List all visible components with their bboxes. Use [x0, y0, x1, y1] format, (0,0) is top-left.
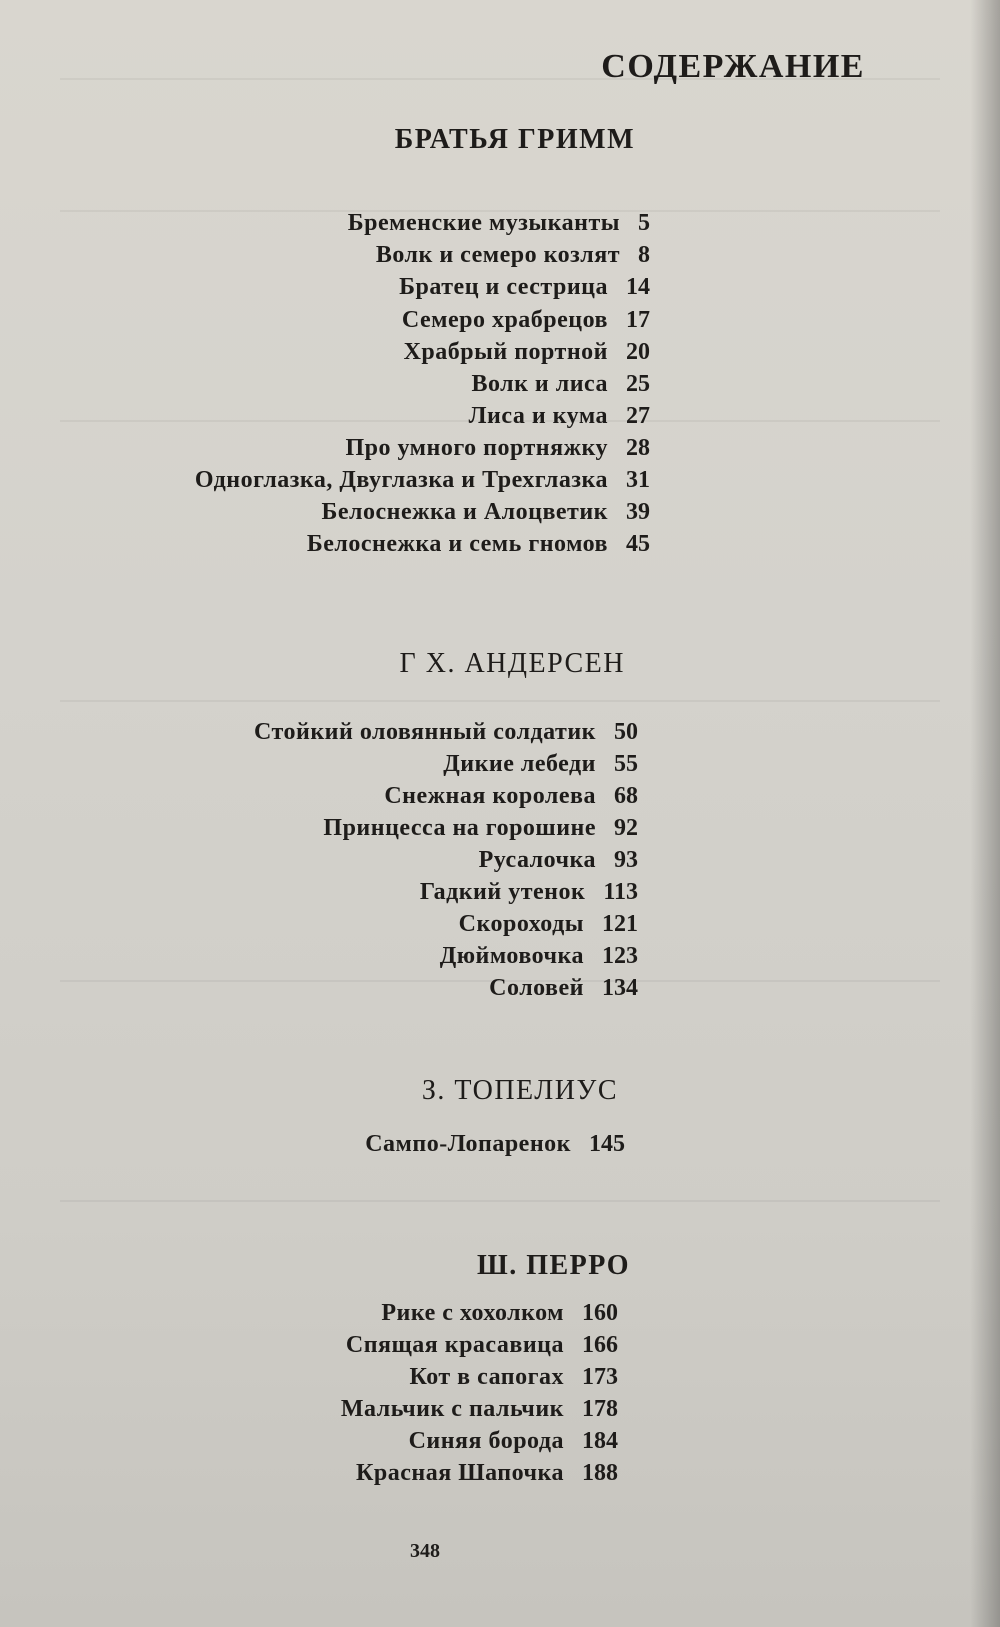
entry-page-number: 121 — [602, 911, 638, 937]
entry-title: Дикие лебеди — [443, 751, 596, 777]
entry-page-number: 123 — [602, 943, 638, 969]
entry-title: Одноглазка, Двуглазка и Трехглазка — [194, 467, 608, 493]
entry-title: Бременские музыканты — [347, 210, 620, 236]
toc-entry — [346, 1332, 618, 1359]
entry-title: Кот в сапогах — [409, 1364, 564, 1390]
entry-page-number: 113 — [603, 879, 638, 905]
entry-page-number: 178 — [582, 1396, 618, 1422]
toc-entry — [402, 307, 650, 334]
toc-entry — [341, 1396, 618, 1423]
entry-page-number: 8 — [638, 242, 650, 268]
entry-page-number: 27 — [626, 403, 650, 429]
entry-page-number: 145 — [589, 1131, 625, 1157]
toc-entry — [307, 531, 650, 558]
toc-entry — [195, 467, 650, 494]
toc-entry — [459, 911, 638, 938]
section-heading: З. ТОПЕЛИУС — [421, 1075, 618, 1106]
section-heading: Ш. ПЕРРО — [476, 1250, 630, 1281]
entry-page-number: 28 — [626, 435, 650, 461]
entry-page-number: 92 — [614, 815, 638, 841]
toc-entry — [471, 371, 650, 398]
toc-entry — [399, 274, 650, 301]
toc-entry — [365, 1131, 625, 1158]
entry-title: Мальчик с пальчик — [340, 1396, 564, 1422]
entry-title: Рике с хохолком — [381, 1300, 564, 1326]
entry-page-number: 160 — [582, 1300, 618, 1326]
section-heading: Г Х. АНДЕРСЕН — [399, 648, 625, 679]
entry-page-number: 55 — [614, 751, 638, 777]
toc-entry — [323, 815, 638, 842]
entry-page-number: 68 — [614, 783, 638, 809]
entry-page-number: 166 — [582, 1332, 618, 1358]
entry-title: Семеро храбрецов — [401, 307, 608, 333]
toc-entry — [384, 783, 638, 810]
entry-title: Белоснежка и Алоцветик — [321, 499, 608, 525]
toc-entry — [443, 751, 638, 778]
entry-page-number: 31 — [626, 467, 650, 493]
entry-page-number: 20 — [626, 339, 650, 365]
entry-page-number: 25 — [626, 371, 650, 397]
toc-entry — [254, 719, 638, 746]
entry-title: Снежная королева — [384, 783, 596, 809]
section-heading: БРАТЬЯ ГРИММ — [394, 124, 635, 155]
toc-entry — [469, 403, 650, 430]
entry-title: Скороходы — [458, 911, 584, 937]
toc-entry — [409, 1428, 618, 1455]
entry-title: Волк и лиса — [471, 371, 608, 397]
contents-title: СОДЕРЖАНИЕ — [601, 48, 865, 85]
entry-title: Синяя борода — [408, 1428, 564, 1454]
toc-entry — [348, 210, 650, 237]
entry-page-number: 184 — [582, 1428, 618, 1454]
entry-title: Гадкий утенок — [419, 879, 586, 905]
entry-page-number: 134 — [602, 975, 638, 1001]
entry-title: Про умного портняжку — [345, 435, 608, 461]
entry-page-number: 14 — [626, 274, 650, 300]
entry-title: Соловей — [489, 975, 584, 1001]
entry-title: Стойкий оловянный солдатик — [254, 719, 596, 745]
toc-entry — [345, 435, 650, 462]
entry-page-number: 39 — [626, 499, 650, 525]
entry-page-number: 5 — [638, 210, 650, 236]
entry-title: Принцесса на горошине — [323, 815, 596, 841]
entry-title: Братец и сестрица — [399, 274, 608, 300]
toc-entry — [381, 1300, 618, 1327]
entry-title: Спящая красавица — [345, 1332, 564, 1358]
toc-entry — [322, 499, 651, 526]
entry-title: Храбрый портной — [403, 339, 608, 365]
toc-entry — [404, 339, 650, 366]
entry-title: Волк и семеро козлят — [375, 242, 620, 268]
toc-entry — [376, 242, 650, 269]
entry-title: Белоснежка и семь гномов — [306, 531, 608, 557]
toc-entry — [489, 975, 638, 1002]
entry-page-number: 45 — [626, 531, 650, 557]
entry-page-number: 17 — [626, 307, 650, 333]
entry-page-number: 50 — [614, 719, 638, 745]
entry-title: Русалочка — [478, 847, 596, 873]
toc-entry — [356, 1460, 618, 1487]
entry-title: Лиса и кума — [468, 403, 608, 429]
toc-entry — [420, 879, 638, 906]
entry-page-number: 188 — [582, 1460, 618, 1486]
page-number: 348 — [410, 1540, 440, 1562]
toc-entry — [410, 1364, 619, 1391]
entry-title: Красная Шапочка — [356, 1460, 564, 1486]
entry-page-number: 173 — [582, 1364, 618, 1390]
entry-page-number: 93 — [614, 847, 638, 873]
toc-entry — [440, 943, 638, 970]
entry-title: Дюймовочка — [439, 943, 584, 969]
toc-entry — [479, 847, 638, 874]
entry-title: Сампо-Лопаренок — [365, 1131, 571, 1157]
